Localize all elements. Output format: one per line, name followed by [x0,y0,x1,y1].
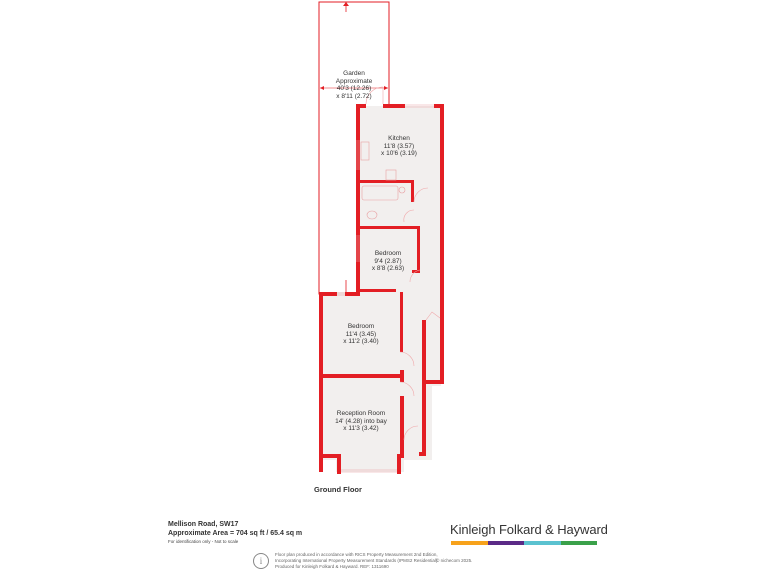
room-dimension: x 11'3 (3.42) [343,425,379,432]
room-dimension: x 8'11 (2.72) [336,92,372,100]
floor-title: Ground Floor [314,485,362,494]
room-label-reception [320,410,402,433]
agent-name: Kinleigh Folkard & Hayward [450,522,608,537]
agent-logo [450,522,608,545]
room-dimension: x 11'2 (3.40) [343,338,379,345]
info-icon: i [253,553,269,569]
footer-line: Produced for Kinleigh Folkard & Hayward. REF: 1311690 [275,564,389,569]
room-dimension: x 10'6 (3.19) [381,150,417,157]
footer-line: Floor plan produced in accordance with RICS Property Measurement 2nd Edition, [275,552,438,557]
room-label-kitchen [356,135,442,158]
bar-segment-purple [488,541,525,545]
brand-color-bar [451,541,597,545]
room-label-bedroom-1 [320,323,402,346]
property-area: Approximate Area = 704 sq ft / 65.4 sq m [168,530,303,537]
room-dimension: 14' (4.28) into bay [335,417,387,425]
room-dimension: 11'4 (3.45) [345,330,377,338]
room-name: Reception Room [336,410,386,417]
bar-segment-green [561,541,598,545]
room-dimension: x 8'8 (2.63) [371,265,405,272]
room-label-bedroom-2 [356,250,420,273]
bar-segment-cyan [524,541,561,545]
room-label-garden [316,70,392,100]
room-name: Garden [343,70,365,77]
disclaimer-note: For identification only - Not to scale [168,539,239,544]
room-name: Bedroom [347,323,375,330]
room-dimension: 11'8 (3.57) [383,142,415,150]
bar-segment-orange [451,541,488,545]
copyright: © nichecom 2025. [436,558,473,563]
room-dimension: 9'4 (2.87) [374,257,402,265]
room-dimension: 40'3 (12.26) [336,85,372,92]
footer-credits [253,552,473,570]
footer-text [275,552,439,570]
property-address: Mellison Road, SW17 [168,521,239,528]
footer-line: Incorporating International Property Measurement Standards (IPMS2 Residential). [275,558,439,563]
room-qualifier: Approximate [335,77,373,85]
room-name: Kitchen [388,135,410,142]
property-info [168,520,302,546]
room-name: Bedroom [374,250,402,257]
